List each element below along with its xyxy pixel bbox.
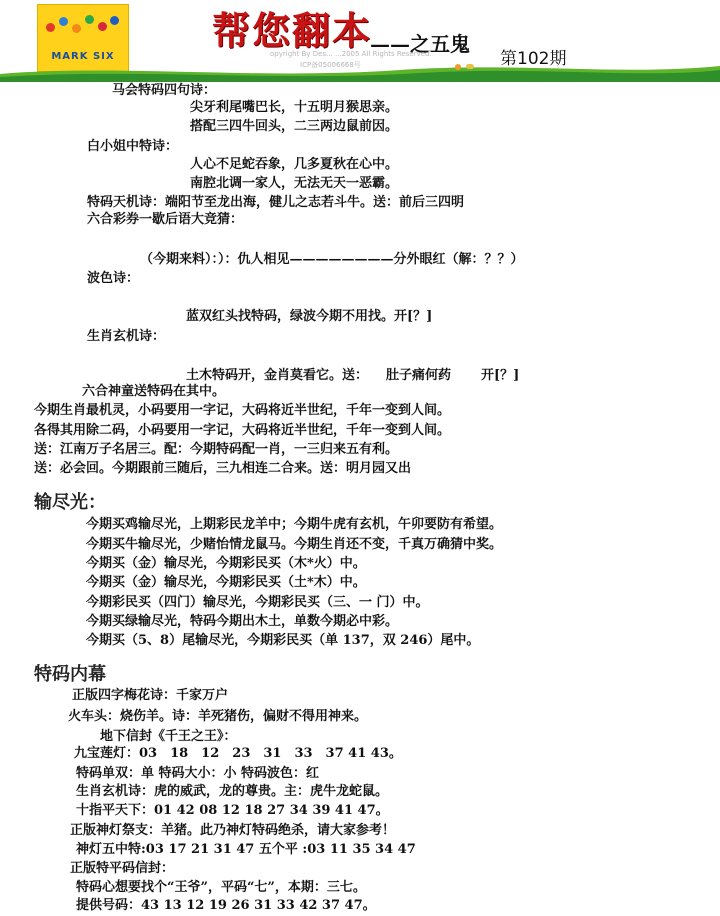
tip-line: 正版四字梅花诗：千家万户 xyxy=(72,688,229,703)
tip-line: 地下信封《千王之王》： xyxy=(100,729,237,744)
section-heading: 马会特码四句诗： xyxy=(112,83,217,98)
tip-line: 特码心想要找个“王爷”，平码“七”，本期：三七。 xyxy=(76,880,366,895)
tip-line: 神灯五中特:03 17 21 31 47 五个平 :03 11 35 34 47 xyxy=(76,842,416,857)
tip-line: 九宝莲灯：03 18 12 23 31 33 37 41 43。 xyxy=(74,746,402,761)
page-title: 帮您翻本 xyxy=(212,8,373,53)
poem-line: 今期买绿输尽光，特码今期出木土，单数今期必中彩。 xyxy=(86,614,399,629)
riddle-line: （今期来料）：）：仇人相见————————分外眼红（解：？？） xyxy=(140,252,524,267)
decoration-dot xyxy=(466,64,474,69)
poem-line: 人心不足蛇吞象，几多夏秋在心中。 xyxy=(190,157,399,172)
poem-line: 开[？] xyxy=(481,368,520,383)
icp-text: ICP备05006668号 xyxy=(300,61,361,69)
poem-line: 今期买（金）输尽光，今期彩民买（木*火）中。 xyxy=(86,556,366,571)
issue-number: 第102期 xyxy=(500,49,567,69)
decoration-dot xyxy=(455,64,461,70)
poem-line: 今期买牛输尽光，少赌怡情龙鼠马。今期生肖还不变，千真万确猜中奖。 xyxy=(86,537,503,552)
page-header xyxy=(0,0,720,82)
copyright-text: opyright By Des... ...2005 All Rights Reserved. xyxy=(270,50,432,58)
poem-line: 各得其用除二码，小码要用一字记，大码将近半世纪，千年一变到人间。 xyxy=(34,423,451,438)
poem-line: 南腔北调一家人，无法无天一恶霸。 xyxy=(190,176,399,191)
tip-line: 生肖玄机诗：虎的威武，龙的尊贵。主：虎牛龙蛇鼠。 xyxy=(76,784,389,799)
poem-line: 今期买鸡输尽光，上期彩民龙羊中；今期牛虎有玄机，午卯要防有希望。 xyxy=(86,517,503,532)
tip-line: 提供号码：43 13 12 19 26 31 33 42 37 47。 xyxy=(76,898,376,913)
section-heading: 六合彩券一歇后语大竞猜： xyxy=(87,212,244,227)
poem-line: 肚子痛何药 xyxy=(386,368,452,383)
section-title: 输尽光： xyxy=(34,492,106,513)
section-heading: 白小姐中特诗： xyxy=(87,139,179,154)
poem-line: 送：江南万子名居三。配：今期特码配一肖，一三归来五有利。 xyxy=(34,442,399,457)
poem-line: 今期买（金）输尽光，今期彩民买（土*木）中。 xyxy=(86,575,366,590)
page-subtitle: ——之五鬼 xyxy=(370,32,470,56)
tip-line: 正版神灯祭支：羊猪。此乃神灯特码绝杀，请大家参考！ xyxy=(70,823,396,838)
tip-line: 火车头：烧伤羊。诗：羊死猪伤，偏财不得用神来。 xyxy=(68,709,368,724)
poem-line: 送：必会回。今期跟前三随后，三九相连二合来。送：明月园又出 xyxy=(34,461,412,476)
logo-text: MARK SIX xyxy=(51,51,115,62)
poem-line: 搭配三四牛回头，二三两边鼠前因。 xyxy=(190,119,399,134)
logo-balls-icon xyxy=(46,15,120,35)
tip-line: 特码单双：单 特码大小：小 特码波色：红 xyxy=(76,766,320,781)
tip-line: 十指平天下：01 42 08 12 18 27 34 39 41 47。 xyxy=(76,803,389,818)
poem-line: 土木特码开，金肖莫看它。送： xyxy=(186,368,369,383)
section-heading: 生肖玄机诗： xyxy=(87,329,166,344)
poem-line: 特码天机诗：端阳节至龙出海，健儿之志若斗牛。送：前后三四明 xyxy=(87,195,465,210)
poem-line: 蓝双红头找特码，绿波今期不用找。开[？] xyxy=(186,309,433,324)
poem-line: 今期买（5、8）尾输尽光，今期彩民买（单 137，双 246）尾中。 xyxy=(86,633,480,648)
poem-line: 今期彩民买（四门）输尽光，今期彩民买（三、一 门）中。 xyxy=(86,595,429,610)
section-title: 特码内幕 xyxy=(34,664,106,685)
poem-line: 今期生肖最机灵，小码要用一字记，大码将近半世纪，千年一变到人间。 xyxy=(34,403,451,418)
poem-line: 尖牙利尾嘴巴长，十五明月猴思亲。 xyxy=(190,100,399,115)
section-heading: 六合神童送特码在其中。 xyxy=(82,384,226,399)
section-heading: 波色诗： xyxy=(87,271,140,286)
tip-line: 正版特平码信封： xyxy=(70,861,175,876)
